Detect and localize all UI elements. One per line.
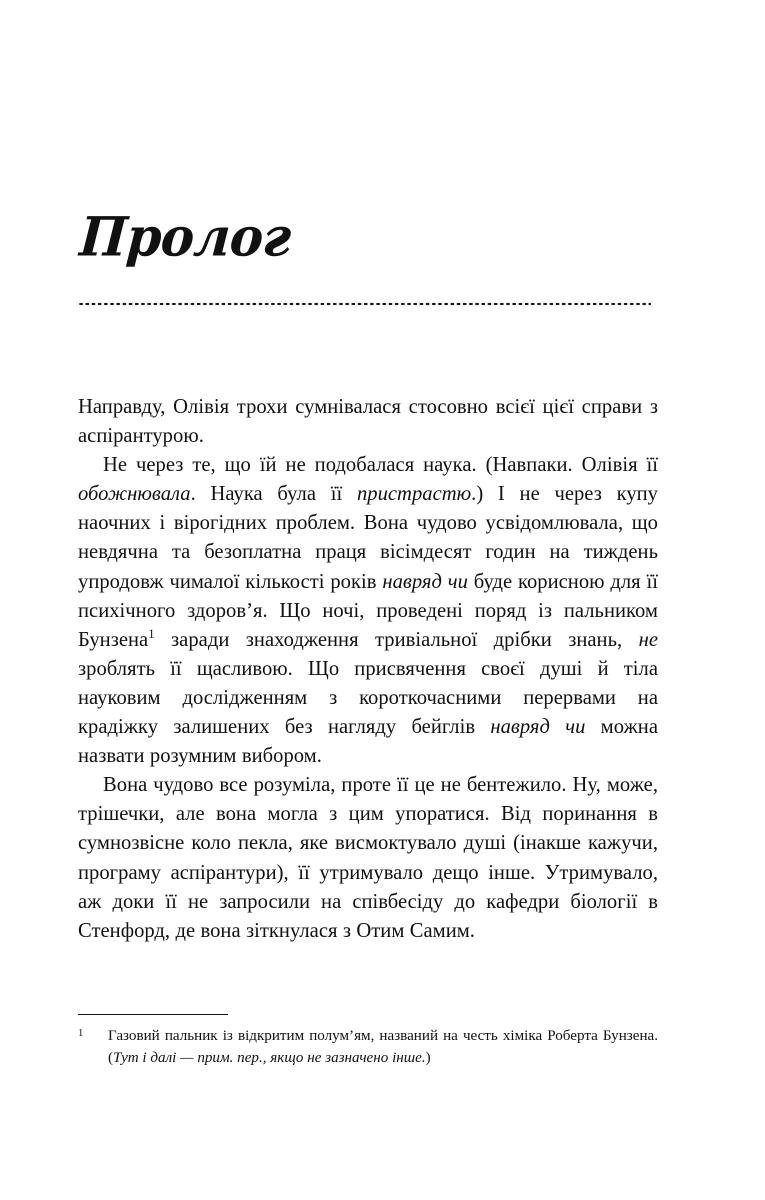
emphasis-text: Тут і далі — прим. пер., якщо не зазначено інше. (113, 1050, 426, 1067)
body-paragraph (78, 771, 658, 946)
text-run: Газовий пальник із відкритим полум’ям, названий на честь хіміка Роберта Бунзена. ( (108, 1028, 658, 1067)
emphasis-text: навряд чи (382, 570, 468, 593)
footnote-area (78, 1014, 658, 1070)
text-run: Вона чудово все розуміла, проте її це не бентежило. Ну, може, трішечки, але вона могла з цим упоратися. Від поринання в сумнозвісне коло пекла, яке висмоктувало душі (інакше кажучи, програму аспірантури), її утримувало дещо інше. Утримувало, аж доки її не запросили на співбесіду до кафедри біології в Стенфорд, де вона зіткнулася з Отим Самим. (78, 774, 658, 942)
text-run: . Наука була її (190, 483, 357, 506)
body-paragraph (78, 393, 658, 451)
emphasis-text: не (638, 628, 658, 651)
chapter-heading (77, 204, 658, 269)
text-run: Направду, Олівія трохи сумнівалася стосовно всієї цієї справи з аспірантурою. (78, 396, 658, 448)
footnote-text (108, 1028, 658, 1066)
body-text (78, 393, 658, 946)
text-run: Не через те, що їй не подобалася наука. (Навпаки. Олівія її (103, 454, 658, 477)
text-run: ) (425, 1050, 431, 1067)
text-run: заради знаходження тривіальної дрібки знань, (154, 628, 639, 651)
text-run: зроблять її щасливою. Що присвячення своєї душі й тіла науковим дослідженням з короткочасними перервами на крадіжку залишених без нагляду бейглів (78, 657, 658, 739)
emphasis-text: навряд чи (490, 716, 586, 739)
emphasis-text: пристрастю (356, 483, 472, 506)
page-title: Пролог (77, 204, 293, 269)
footnote-marker: 1 (78, 1028, 84, 1039)
footnote-item (78, 1025, 658, 1070)
dotted-divider (78, 302, 651, 306)
body-paragraph (78, 451, 658, 771)
footnote-separator-rule (78, 1014, 228, 1015)
emphasis-text: обожнювала (78, 483, 191, 506)
text-run: .) І не через купу наочних і вірогідних проблем. Вона чудово усвідомлювала, що невдячна та безоплатна праця вісімдесят годин на тиждень упродовж чималої кількості років (78, 483, 658, 593)
text-run: буде корисною для її психічного здоров’я. Що ночі, проведені поряд із пальником Бунзена (78, 570, 658, 651)
footnote-reference[interactable]: 1 (148, 626, 155, 641)
text-run: можна назвати розумним вибором. (78, 716, 658, 768)
